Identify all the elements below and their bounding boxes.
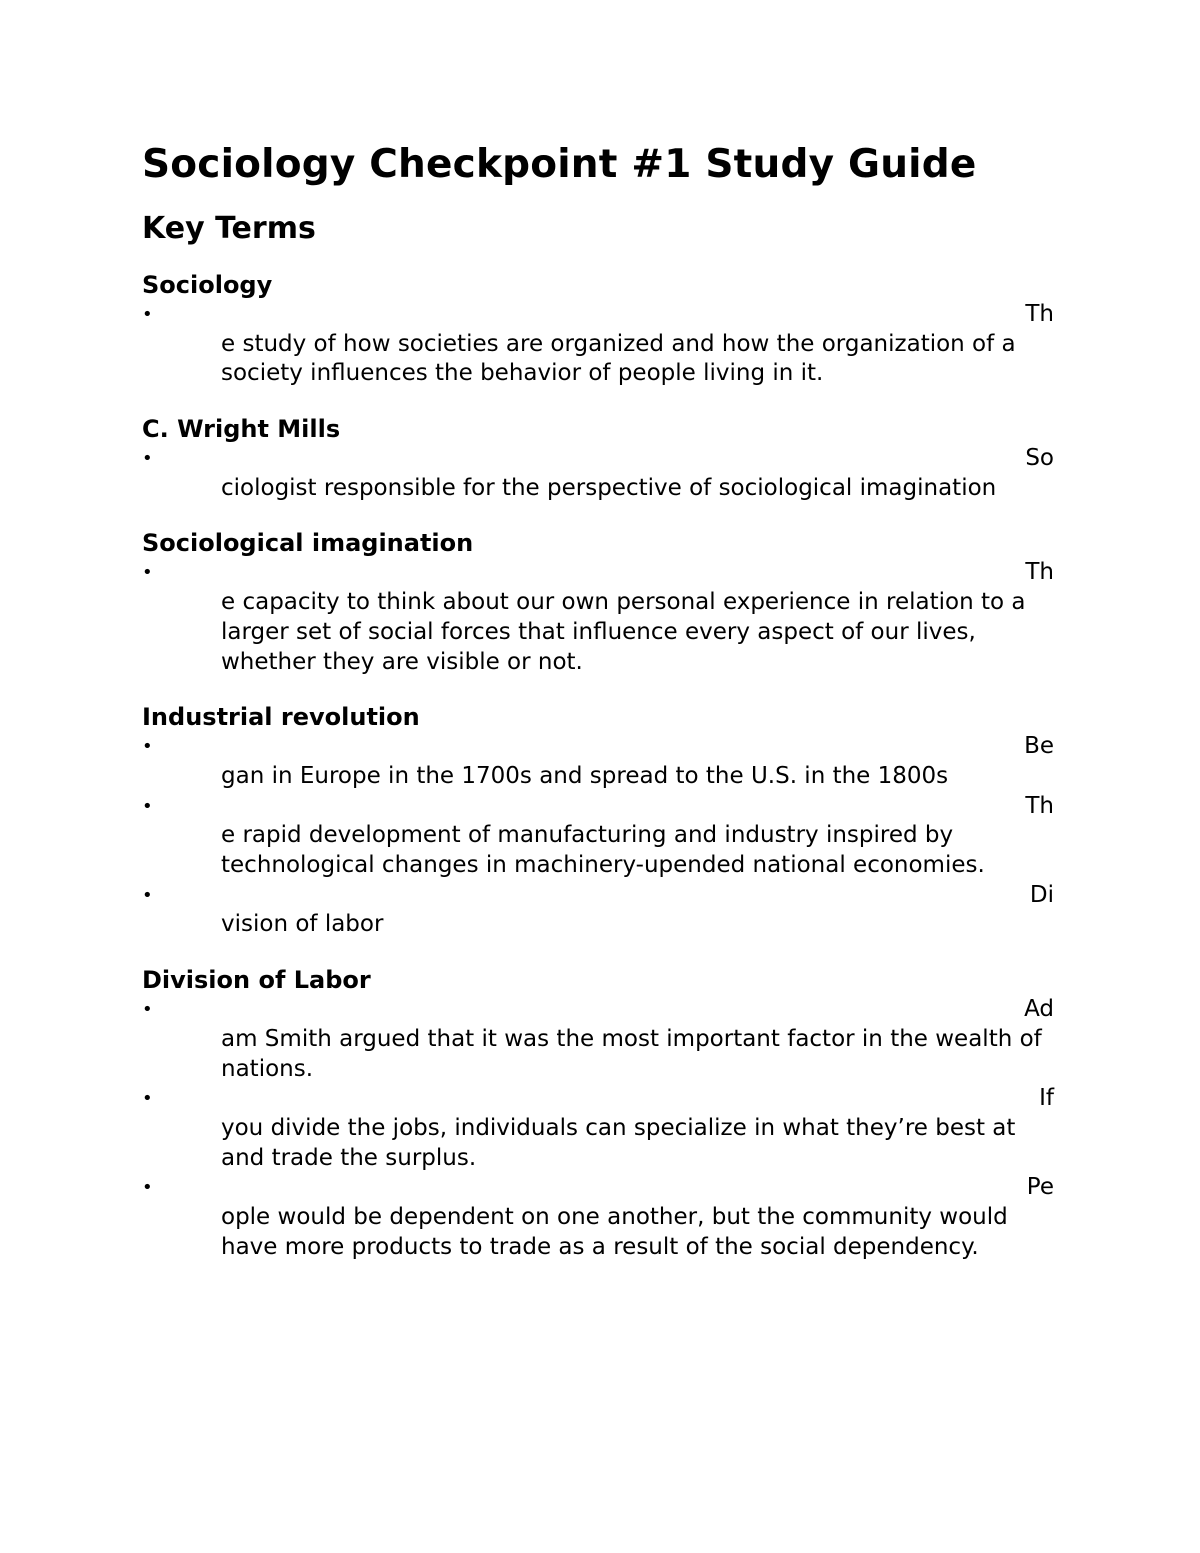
bullet-icon: • [142, 448, 153, 470]
bullet-item [142, 881, 1060, 940]
bullet-icon: • [142, 795, 153, 817]
bullet-text: you divide the jobs, individuals can specialize in what they’re best at and trade the surplus. [221, 1114, 1016, 1171]
term-industrial-revolution [142, 702, 1060, 940]
bullet-icon: • [142, 999, 153, 1021]
term-division-of-labor [142, 965, 1060, 1262]
bullet-head-text: Th [1025, 792, 1054, 819]
bullet-head-text: Pe [1026, 1174, 1054, 1201]
bullet-item [142, 792, 1060, 881]
term-sociology [142, 270, 1060, 389]
term-heading: Sociological imagination [142, 529, 474, 558]
bullet-icon: • [142, 304, 153, 325]
section-heading-key-terms: Key Terms [142, 211, 316, 246]
bullet-head-text: If [1039, 1085, 1054, 1112]
bullet-head-text: So [1025, 445, 1054, 472]
bullet-icon: • [142, 1088, 153, 1110]
term-sociological-imagination [142, 528, 1060, 677]
bullet-text: e study of how societies are organized and how the organization of a society influences the behavior of people living in it. [221, 330, 1016, 387]
document-page [142, 140, 1060, 1287]
term-c-wright-mills [142, 414, 1060, 503]
bullet-text: e rapid development of manufacturing and industry inspired by technological changes in machinery-upended national economies. [221, 822, 985, 879]
bullet-text: vision of labor [221, 911, 384, 938]
bullet-item [142, 1084, 1060, 1173]
bullet-icon: • [142, 1177, 153, 1199]
bullet-head-text: Th [1025, 301, 1054, 327]
bullet-text: ciologist responsible for the perspective of sociological imagination [221, 474, 997, 501]
bullet-icon: • [142, 884, 153, 906]
term-heading: Sociology [142, 271, 273, 299]
bullet-head-text: Ad [1024, 996, 1054, 1023]
bullet-text: gan in Europe in the 1700s and spread to the U.S. in the 1800s [221, 762, 949, 789]
bullet-item [142, 444, 1060, 503]
bullet-head-text: Be [1024, 733, 1054, 760]
bullet-item [142, 558, 1060, 677]
bullet-item [142, 300, 1060, 389]
bullet-item [142, 732, 1060, 791]
bullet-head-text: Di [1029, 881, 1054, 908]
bullet-head-text: Th [1025, 559, 1054, 586]
bullet-item [142, 1173, 1060, 1262]
bullet-text: e capacity to think about our own personal experience in relation to a larger set of social forces that influence every aspect of our lives, whether they are visible or not. [221, 589, 1026, 675]
term-heading: Division of Labor [142, 966, 371, 995]
bullet-item [142, 995, 1060, 1084]
bullet-icon: • [142, 562, 153, 584]
term-heading: C. Wright Mills [142, 415, 341, 444]
bullet-icon: • [142, 736, 153, 758]
bullet-text: am Smith argued that it was the most important factor in the wealth of nations. [221, 1025, 1042, 1082]
term-heading: Industrial revolution [142, 703, 420, 732]
document-title: Sociology Checkpoint #1 Study Guide [142, 142, 977, 187]
bullet-text: ople would be dependent on one another, but the community would have more products to trade as a result of the social dependency. [221, 1204, 1008, 1260]
